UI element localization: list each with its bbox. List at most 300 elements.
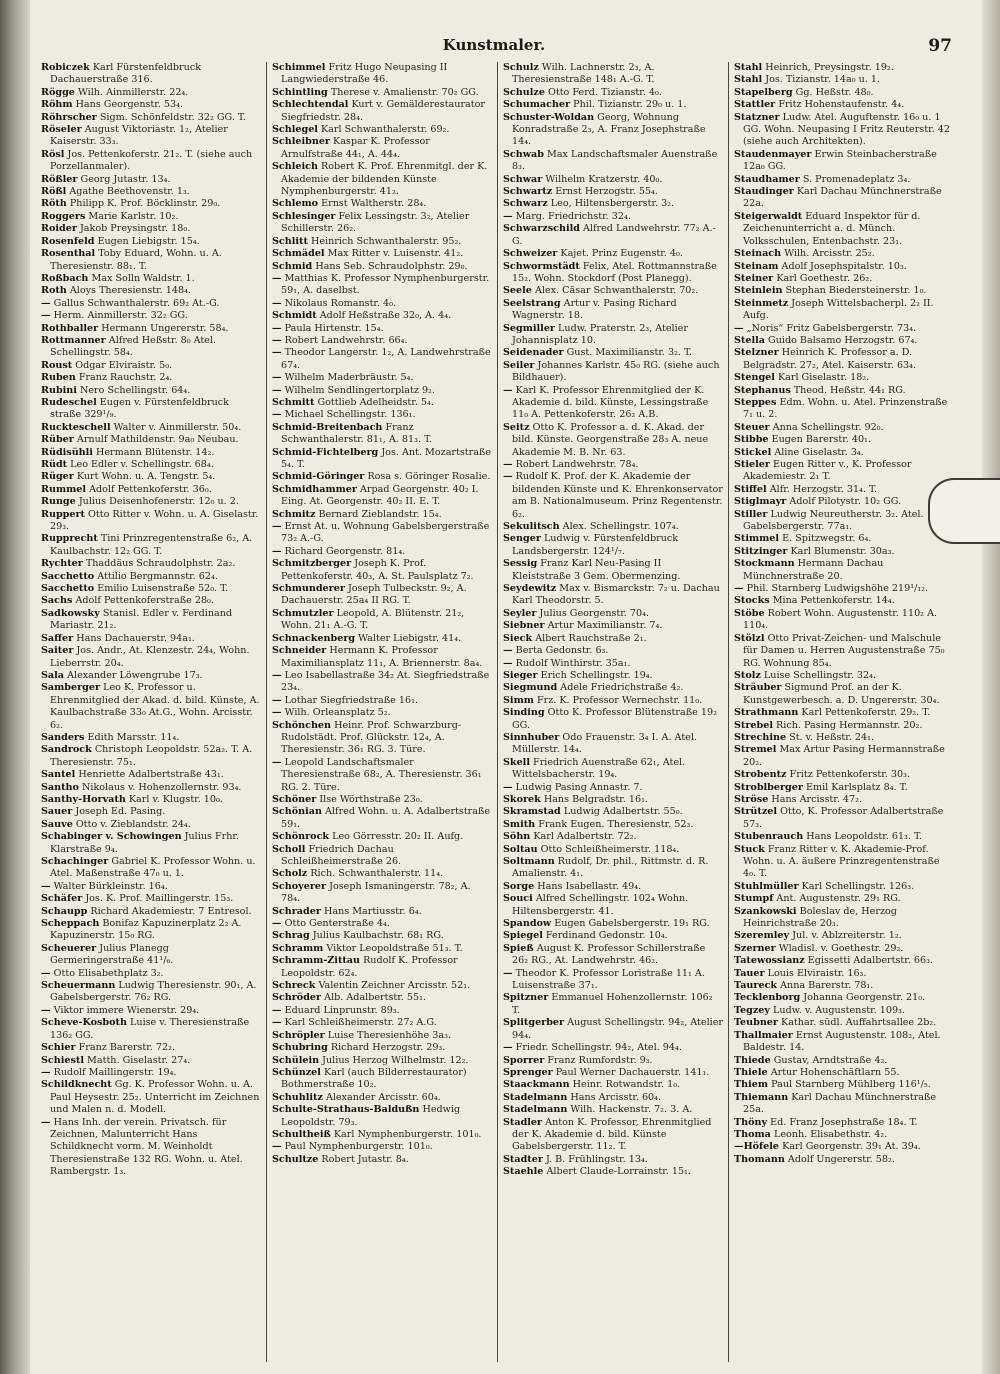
directory-entry bbox=[272, 558, 492, 583]
entry-details: Guido Balsamo Herzogstr. 67₄. bbox=[768, 334, 918, 346]
directory-entry bbox=[41, 782, 261, 794]
entry-surname: Rosenthal bbox=[41, 248, 96, 260]
entry-details: Emil Karlsplatz 8₄. T. bbox=[805, 781, 908, 793]
entry-surname: Rüdisühli bbox=[41, 446, 93, 458]
entry-surname: Seiler bbox=[503, 359, 535, 371]
directory-entry bbox=[734, 112, 955, 149]
entry-details: Leo, Hiltensbergerstr. 3₂. bbox=[550, 198, 675, 210]
entry-surname: Rüdt bbox=[41, 459, 68, 470]
entry-details: Theodor Langerstr. 1₂, A. Landwehrstraße 67₄. bbox=[281, 347, 491, 371]
column-4 bbox=[729, 62, 960, 1362]
directory-entry bbox=[41, 298, 261, 310]
entry-surname: Steuer bbox=[734, 421, 770, 433]
entry-details: Alfred Landwehrstr. 77₂ A.-G. bbox=[512, 223, 716, 247]
entry-surname: Stattler bbox=[734, 99, 776, 111]
directory-entry bbox=[503, 1104, 723, 1116]
directory-entry bbox=[734, 906, 955, 931]
directory-entry bbox=[503, 558, 723, 583]
entry-surname: Ruppert bbox=[41, 508, 85, 520]
directory-entry bbox=[272, 757, 492, 794]
directory-entry bbox=[41, 335, 261, 360]
entry-details: Alex. Schellingstr. 107₄. bbox=[562, 521, 679, 533]
entry-details: Karl Schwanthalerstr. 69₂. bbox=[321, 124, 450, 136]
directory-entry bbox=[41, 422, 261, 434]
directory-entry bbox=[734, 546, 955, 558]
directory-entry bbox=[41, 1079, 261, 1116]
entry-details: Marg. Friedrichstr. 32₄. bbox=[515, 210, 631, 222]
entry-details: Leo K. Professor u. Ehrenmitglied der Akad. d. bild. Künste, A. Kaulbachstraße 33₀ At.G., Wohn. Arcisstr. 6₂. bbox=[50, 682, 260, 731]
directory-entry bbox=[503, 645, 723, 657]
entry-details: Albert Rauchstraße 2₁. bbox=[535, 632, 647, 644]
directory-entry bbox=[272, 720, 492, 757]
entry-surname: — bbox=[41, 1066, 51, 1078]
entry-details: Therese v. Amalienstr. 70₂ GG. bbox=[330, 86, 479, 98]
directory-entry bbox=[41, 1067, 261, 1079]
entry-details: Agathe Beethovenstr. 1₃. bbox=[69, 186, 190, 198]
entry-surname: Thoma bbox=[734, 1128, 771, 1140]
entry-details: Richard Herzogstr. 29₃. bbox=[330, 1042, 446, 1054]
entry-details: Karl v. Klugstr. 10₀. bbox=[128, 793, 223, 805]
entry-surname: Sinnhuber bbox=[503, 731, 560, 743]
entry-surname: Rubini bbox=[41, 384, 77, 396]
directory-entry bbox=[734, 447, 955, 459]
entry-surname: Sessig bbox=[503, 558, 538, 570]
entry-details: Joseph K. Prof. Pettenkoferstr. 40₃, A. St. Paulsplatz 7₂. bbox=[281, 558, 474, 582]
entry-details: August Schellingstr. 94₂, Atelier 94₄. bbox=[512, 1017, 723, 1041]
entry-details: Walter v. Ainmillerstr. 50₄. bbox=[113, 421, 242, 433]
entry-surname: Schlegel bbox=[272, 124, 318, 136]
directory-entry bbox=[503, 87, 723, 99]
directory-entry bbox=[41, 434, 261, 446]
entry-details: Otto K. Professor Blütenstraße 19₂ GG. bbox=[512, 707, 717, 731]
directory-entry bbox=[734, 74, 955, 86]
directory-entry bbox=[734, 484, 955, 496]
directory-entry bbox=[734, 831, 955, 843]
entry-details: Franz Rauchstr. 2₄. bbox=[78, 372, 173, 384]
directory-entry bbox=[734, 930, 955, 942]
directory-entry bbox=[41, 633, 261, 645]
entry-surname: Skell bbox=[503, 756, 530, 768]
entry-details: Theod. Heßstr. 44₁ RG. bbox=[793, 384, 906, 396]
entry-surname: — bbox=[734, 583, 744, 595]
entry-surname: — bbox=[272, 669, 282, 681]
entry-surname: Sporrer bbox=[503, 1054, 545, 1066]
entry-surname: Staudinger bbox=[734, 186, 794, 198]
entry-details: Philipp K. Prof. Böcklinstr. 29₀. bbox=[69, 198, 221, 210]
entry-details: Richard Akademiestr. 7 Entresol. bbox=[90, 905, 252, 917]
entry-details: Phil. Tizianstr. 29₀ u. 1. bbox=[573, 99, 687, 111]
entry-surname: Stremel bbox=[734, 744, 777, 756]
directory-entry bbox=[734, 1129, 955, 1141]
entry-surname: Robiczek bbox=[41, 62, 90, 73]
directory-entry bbox=[272, 397, 492, 409]
entry-details: Ant. Augustenstr. 29₁ RG. bbox=[776, 893, 901, 905]
directory-entry bbox=[503, 99, 723, 111]
entry-surname: Schwarz bbox=[503, 198, 548, 210]
entry-details: Paula Hirtenstr. 15₄. bbox=[284, 322, 384, 334]
entry-surname: Schünzel bbox=[272, 1066, 321, 1078]
directory-entry bbox=[272, 918, 492, 930]
entry-details: Leopold, A. Blütenstr. 21₂, Wohn. 21₁ A.-G. T. bbox=[281, 607, 465, 632]
entry-surname: Soltau bbox=[503, 843, 538, 855]
entry-surname: Santho bbox=[41, 781, 79, 793]
directory-entry bbox=[272, 707, 492, 719]
entry-details: Fritz Hugo Neupasing II Langwiederstraße 46. bbox=[281, 62, 448, 86]
directory-entry bbox=[734, 298, 955, 323]
directory-entry bbox=[41, 509, 261, 534]
directory-entry bbox=[734, 1079, 955, 1091]
entry-details: Otto K. Professor a. d. K. Akad. der bild. Künste. Georgenstraße 28₃ A. neue Akademie M. B. Nr. 63. bbox=[512, 421, 709, 458]
entry-details: Eugen Gabelsbergerstr. 19₁ RG. bbox=[554, 918, 710, 930]
entry-surname: Staackmann bbox=[503, 1079, 570, 1091]
directory-entry bbox=[272, 1129, 492, 1141]
directory-entry bbox=[41, 360, 261, 372]
directory-entry bbox=[734, 1092, 955, 1117]
page-edge bbox=[982, 0, 1000, 1374]
entry-details: Albert Claude-Lorrainstr. 15₁. bbox=[546, 1166, 691, 1178]
directory-entry bbox=[272, 161, 492, 198]
directory-entry bbox=[41, 856, 261, 881]
directory-entry bbox=[272, 248, 492, 260]
directory-entry bbox=[734, 1017, 955, 1029]
entry-details: Karl Goethestr. 26₂. bbox=[776, 272, 873, 284]
entry-surname: Soltmann bbox=[503, 856, 555, 867]
directory-entry bbox=[41, 806, 261, 818]
entry-details: Wilh. Orleansplatz 5₂. bbox=[284, 707, 391, 719]
entry-surname: — bbox=[272, 409, 282, 421]
entry-surname: — bbox=[272, 694, 282, 706]
entry-details: Adele Friedrichstraße 4₂. bbox=[560, 682, 684, 694]
directory-entry bbox=[734, 844, 955, 881]
directory-entry bbox=[503, 881, 723, 893]
entry-surname: Schwarzschild bbox=[503, 223, 580, 235]
entry-surname: Spandow bbox=[503, 918, 552, 930]
entry-details: Julius Frhr. Klarstraße 9₄. bbox=[50, 831, 239, 855]
directory-entry bbox=[503, 695, 723, 707]
entry-surname: —Höfele bbox=[734, 1141, 780, 1153]
entry-surname: — bbox=[503, 781, 513, 793]
entry-details: Hans Belgradstr. 16₁. bbox=[543, 793, 648, 805]
directory-entry bbox=[272, 1042, 492, 1054]
entry-details: Anton K. Professor, Ehrenmitglied der K. Akademie d. bild. Künste Gabelsbergerstr. 11₂. T. bbox=[512, 1116, 712, 1153]
entry-details: Anna Barerstr. 78₁. bbox=[780, 980, 874, 992]
directory-entry bbox=[734, 62, 955, 74]
entry-details: S. Promenadeplatz 3₄. bbox=[802, 173, 911, 185]
directory-entry bbox=[272, 323, 492, 335]
section-title: Kunstmaler. bbox=[442, 36, 546, 54]
entry-surname: — bbox=[503, 1042, 513, 1054]
directory-entry bbox=[41, 459, 261, 471]
directory-entry bbox=[41, 397, 261, 422]
entry-surname: Seydewitz bbox=[503, 583, 557, 595]
entry-details: Nikolaus v. Hohenzollernstr. 93₄. bbox=[82, 781, 242, 793]
entry-details: St. v. Heßstr. 24₁. bbox=[789, 731, 874, 743]
entry-surname: Schwormstädt bbox=[503, 260, 580, 272]
column-2 bbox=[267, 62, 498, 1362]
directory-entry bbox=[41, 968, 261, 980]
entry-details: Fritz Hohenstaufenstr. 4₄. bbox=[778, 99, 905, 111]
entry-details: Karl Schellingstr. 126₃. bbox=[801, 880, 915, 892]
entry-surname: Skorek bbox=[503, 793, 541, 805]
entry-details: Alex. Cäsar Schwanthalerstr. 70₂. bbox=[534, 285, 699, 297]
entry-surname: Statzner bbox=[734, 111, 780, 123]
entry-surname: — bbox=[272, 918, 282, 930]
entry-surname: Schwartz bbox=[503, 186, 553, 198]
directory-entry bbox=[503, 1117, 723, 1154]
directory-entry bbox=[41, 571, 261, 583]
entry-details: Karl Dachau Münchnerstraße 25a. bbox=[743, 1091, 937, 1116]
entry-details: Hans Georgenstr. 53₄. bbox=[75, 99, 184, 111]
entry-details: Jakob Preysingstr. 18₀. bbox=[79, 223, 191, 235]
directory-entry bbox=[272, 372, 492, 384]
entry-details: Hans Dachauerstr. 94a₁. bbox=[76, 632, 195, 644]
directory-entry bbox=[734, 769, 955, 781]
directory-entry bbox=[734, 87, 955, 99]
entry-surname: Tauer bbox=[734, 967, 765, 979]
entry-surname: Schimmel bbox=[272, 62, 326, 73]
entry-details: Hermann Dachau Münchnerstraße 20. bbox=[743, 558, 884, 582]
entry-details: Kajet. Prinz Eugenstr. 4₀. bbox=[560, 248, 683, 260]
entry-surname: Steiner bbox=[734, 272, 774, 284]
entry-surname: — bbox=[41, 1004, 51, 1016]
entry-details: Edm. Wohn. u. Atel. Prinzenstraße 7₁ u. 2. bbox=[743, 396, 948, 421]
entry-surname: Schmid-Göringer bbox=[272, 471, 365, 483]
entry-details: J. B. Frühlingstr. 13₄. bbox=[545, 1153, 648, 1165]
entry-surname: Scholz bbox=[272, 868, 308, 880]
directory-entry bbox=[503, 198, 723, 210]
entry-details: Hermann Blütenstr. 14₂. bbox=[96, 446, 215, 458]
directory-entry bbox=[272, 583, 492, 608]
entry-surname: Saffer bbox=[41, 632, 74, 644]
directory-entry bbox=[503, 211, 723, 223]
directory-entry bbox=[734, 385, 955, 397]
entry-surname: — bbox=[272, 322, 282, 334]
directory-entry bbox=[503, 360, 723, 385]
entry-surname: Teubner bbox=[734, 1017, 778, 1029]
directory-entry bbox=[503, 248, 723, 260]
directory-entry bbox=[41, 273, 261, 285]
entry-details: Joseph Ed. Pasing. bbox=[75, 806, 166, 818]
directory-entry bbox=[272, 930, 492, 942]
directory-entry bbox=[503, 794, 723, 806]
entry-details: Erich Schellingstr. 19₄. bbox=[540, 669, 653, 681]
entry-details: Erwin Steinbacherstraße 12a₀ GG. bbox=[743, 148, 937, 173]
directory-entry bbox=[41, 223, 261, 235]
entry-details: Heinr. Prof. Schwarzburg-Rudolstädt. Prof. Glückstr. 12₄, A. Theresienstr. 36₁ RG. 3. Türe. bbox=[281, 719, 462, 756]
entry-details: Gg. K. Professor Wohn. u. A. Paul Heysestr. 25₂. Unterricht im Zeichnen und Malen n. d. Modell. bbox=[50, 1079, 260, 1116]
entry-details: Robert Landwehrstr. 78₄. bbox=[515, 459, 639, 470]
directory-entry bbox=[734, 1141, 955, 1153]
entry-surname: Stuhlmüller bbox=[734, 880, 799, 892]
directory-entry bbox=[503, 422, 723, 459]
directory-entry bbox=[272, 347, 492, 372]
entry-surname: Thomann bbox=[734, 1153, 785, 1165]
entry-surname: Sorge bbox=[503, 880, 535, 892]
directory-entry bbox=[734, 955, 955, 967]
entry-surname: — bbox=[41, 297, 51, 309]
directory-entry bbox=[734, 248, 955, 260]
directory-entry bbox=[503, 682, 723, 694]
book-gutter bbox=[0, 0, 30, 1374]
entry-details: Sigmund Prof. an der K. Kunstgewerbesch. a. D. Ungererstr. 30₄. bbox=[743, 682, 940, 706]
entry-details: Max Solln Waldstr. 1. bbox=[91, 272, 195, 284]
entry-details: Ernst At. u. Wohnung Gabelsbergerstraße 73₂ A.-G. bbox=[281, 521, 490, 545]
entry-surname: Sandrock bbox=[41, 744, 92, 756]
entry-details: Viktor Leopoldstraße 51₃. T. bbox=[326, 942, 463, 954]
entry-surname: Sträuber bbox=[734, 682, 782, 694]
entry-surname: Röhrscher bbox=[41, 111, 97, 123]
entry-details: Frz. K. Professor Wernechstr. 11₀. bbox=[536, 694, 703, 706]
entry-surname: Stadelmann bbox=[503, 1104, 568, 1116]
entry-details: E. Spitzwegstr. 6₄. bbox=[782, 533, 872, 545]
directory-entry bbox=[272, 794, 492, 806]
entry-surname: Schramm-Zittau bbox=[272, 955, 361, 967]
entry-surname: Stocks bbox=[734, 595, 770, 607]
directory-entry bbox=[272, 124, 492, 136]
entry-details: Herm. Ainmillerstr. 32₂ GG. bbox=[53, 310, 188, 322]
entry-details: Louis Elviraistr. 16₃. bbox=[767, 967, 867, 979]
entry-details: Stephan Biedersteinerstr. 1₀. bbox=[785, 285, 927, 297]
directory-entry bbox=[41, 558, 261, 570]
entry-surname: — bbox=[272, 347, 282, 359]
directory-entry bbox=[41, 310, 261, 322]
entry-surname: Rychter bbox=[41, 558, 83, 570]
entry-details: Wilh. Hackenstr. 7₂. 3. A. bbox=[570, 1104, 693, 1116]
entry-surname: Stuck bbox=[734, 843, 765, 855]
entry-details: Ludwig v. Fürstenfeldbruck Landsbergerstr. 124¹/₇. bbox=[512, 533, 679, 557]
entry-surname: Thöny bbox=[734, 1116, 768, 1128]
entry-surname: Taureck bbox=[734, 980, 778, 992]
entry-details: Tini Prinzregentenstraße 6₂, A. Kaulbachstr. 12₂ GG. T. bbox=[50, 533, 253, 557]
entry-surname: Schmädel bbox=[272, 248, 325, 260]
entry-details: Stanisl. Edler v. Ferdinand Mariastr. 21₂. bbox=[50, 607, 233, 632]
entry-details: Georg Jutastr. 13₄. bbox=[80, 173, 171, 185]
directory-entry bbox=[41, 236, 261, 248]
entry-surname: Schönrock bbox=[272, 831, 330, 843]
page-number: 97 bbox=[928, 36, 952, 56]
entry-details: Leopold Landschaftsmaler Theresienstraße 68₂, A. Theresienstr. 36₁ RG. 2. Türe. bbox=[281, 756, 482, 793]
entry-surname: Strützel bbox=[734, 806, 778, 818]
entry-details: Henriette Adalbertstraße 43₁. bbox=[78, 769, 224, 781]
directory-entry bbox=[272, 261, 492, 273]
entry-details: Gustav, Arndtstraße 4₂. bbox=[773, 1054, 888, 1066]
entry-surname: — bbox=[41, 880, 51, 892]
directory-entry bbox=[272, 645, 492, 670]
directory-entry bbox=[503, 844, 723, 856]
entry-details: Attilio Bergmannstr. 62₄. bbox=[97, 570, 218, 582]
entry-details: Heinrich Schwanthalerstr. 95₂. bbox=[310, 235, 462, 247]
directory-entry bbox=[272, 471, 492, 483]
entry-details: Anna Schellingstr. 92₀. bbox=[772, 421, 884, 433]
directory-entry bbox=[734, 347, 955, 372]
entry-details: Robert Wohn. Augustenstr. 110₂ A. 110₄. bbox=[743, 607, 938, 632]
entry-surname: Szeremley bbox=[734, 930, 790, 942]
entry-details: Artur v. Pasing Richard Wagnerstr. 18. bbox=[512, 297, 677, 322]
entry-surname: Staudenmayer bbox=[734, 148, 812, 160]
entry-details: Wilh. Arcisstr. 25₂. bbox=[784, 248, 875, 260]
directory-entry bbox=[503, 1017, 723, 1042]
directory-entry bbox=[503, 608, 723, 620]
entry-surname: Stiglmayr bbox=[734, 496, 787, 508]
directory-entry bbox=[272, 1104, 492, 1129]
entry-surname: Rottmanner bbox=[41, 334, 106, 346]
directory-entry bbox=[503, 533, 723, 558]
entry-surname: Spiegel bbox=[503, 930, 543, 942]
entry-details: Adolf Pettenkoferstraße 28₀. bbox=[75, 595, 214, 607]
entry-details: Artur Hohenschäftlarn 55. bbox=[770, 1066, 900, 1078]
directory-entry bbox=[41, 372, 261, 384]
entry-surname: Schmid-Fichtelberg bbox=[272, 446, 379, 458]
entry-details: Kurt v. Gemälderestaurator Siegfriedstr. 28₄. bbox=[281, 99, 485, 123]
entry-surname: Sieger bbox=[503, 669, 538, 681]
directory-entry bbox=[503, 149, 723, 174]
directory-entry bbox=[272, 87, 492, 99]
entry-surname: Sinding bbox=[503, 707, 545, 719]
entry-surname: Rößl bbox=[41, 186, 67, 198]
entry-details: Odo Frauenstr. 3₄ I. A. Atel. Müllerstr. 14₄. bbox=[512, 731, 697, 756]
directory-entry bbox=[503, 633, 723, 645]
entry-details: Hans Inh. der verein. Privatsch. für Zeichnen, Malunterricht Hans Schildknecht vorm. M. Weinholdt Theresienstraße 132 RG. Wohn. u. Atel. Rambergstr. 1₃. bbox=[50, 1116, 243, 1178]
column-3 bbox=[498, 62, 729, 1362]
directory-entry bbox=[272, 806, 492, 831]
directory-entry bbox=[41, 893, 261, 905]
entry-details: Karl Fürstenfeldbruck Dachauerstraße 316. bbox=[50, 62, 202, 86]
entry-surname: Splitgerber bbox=[503, 1017, 565, 1029]
entry-details: Luise Schellingstr. 32₄. bbox=[763, 669, 877, 681]
directory-entry bbox=[734, 1005, 955, 1017]
entry-surname: Strechine bbox=[734, 731, 787, 743]
directory-entry bbox=[734, 397, 955, 422]
entry-surname: Spitzner bbox=[503, 992, 549, 1004]
entry-details: Adolf Ungererstr. 58₂. bbox=[787, 1153, 895, 1165]
entry-details: Fritz Pettenkoferstr. 30₃. bbox=[789, 769, 911, 781]
directory-entry bbox=[272, 298, 492, 310]
directory-entry bbox=[734, 323, 955, 335]
entry-details: Adolf Heßstraße 32₀, A. 4₄. bbox=[319, 310, 452, 322]
directory-entry bbox=[503, 583, 723, 608]
directory-entry bbox=[734, 174, 955, 186]
entry-details: Gabriel K. Professor Wohn. u. Atel. Maßenstraße 47₀ u. 1. bbox=[50, 856, 256, 880]
entry-surname: Schulte-Strathaus-Baldußn bbox=[272, 1104, 420, 1116]
directory-entry bbox=[734, 583, 955, 595]
entry-details: Alfred Heßstr. 8₀ Atel. Schellingstr. 58₄. bbox=[50, 334, 217, 359]
directory-entry bbox=[734, 968, 955, 980]
entry-details: Georg, Wohnung Konradstraße 2₃, A. Franz Josephstraße 14₄. bbox=[512, 111, 706, 148]
directory-entry bbox=[272, 1017, 492, 1029]
entry-surname: Schweizer bbox=[503, 248, 558, 260]
directory-entry bbox=[734, 558, 955, 583]
directory-entry bbox=[503, 223, 723, 248]
directory-entry bbox=[272, 546, 492, 558]
entry-surname: Schabinger v. Schowingen bbox=[41, 831, 182, 843]
entry-surname: — bbox=[272, 297, 282, 309]
entry-surname: Seitz bbox=[503, 421, 530, 433]
entry-surname: Schlitt bbox=[272, 235, 308, 247]
entry-details: Felix Lessingstr. 3₂, Atelier Schillerstr. 26₂. bbox=[281, 210, 470, 235]
directory-entry bbox=[41, 831, 261, 856]
entry-surname: — bbox=[272, 272, 282, 284]
directory-entry bbox=[734, 1055, 955, 1067]
entry-details: Max Ritter v. Luisenstr. 41₂. bbox=[327, 248, 464, 260]
directory-entry bbox=[41, 496, 261, 508]
entry-surname: Ströse bbox=[734, 793, 769, 805]
entry-surname: Thiem bbox=[734, 1079, 769, 1091]
entry-details: Richard Georgenstr. 81₄. bbox=[284, 545, 406, 557]
entry-details: Alb. Adalbertstr. 55₁. bbox=[324, 992, 427, 1004]
entry-surname: Sachs bbox=[41, 595, 73, 607]
directory-entry bbox=[41, 906, 261, 918]
directory-entry bbox=[503, 757, 723, 782]
